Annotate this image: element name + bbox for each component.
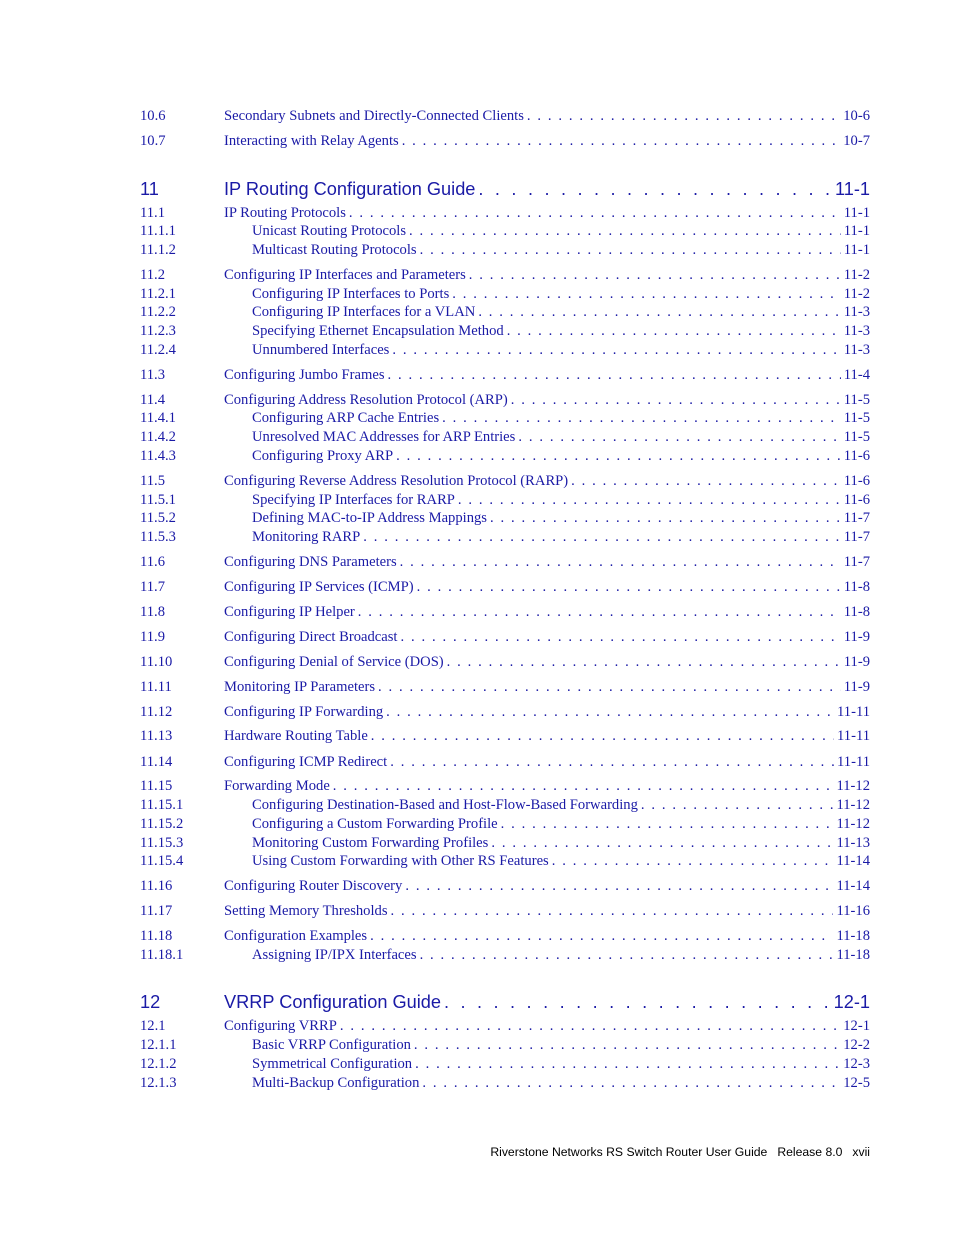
toc-entry[interactable] [140, 447, 870, 466]
toc-entry-page[interactable]: 11-14 [836, 878, 870, 894]
toc-entry-line [224, 1017, 870, 1036]
toc-entry-number: 11.2.1 [140, 286, 176, 302]
toc-entry-title[interactable]: IP Routing Configuration Guide [224, 179, 476, 199]
dot-leader [478, 303, 840, 322]
toc-entry-line [224, 107, 870, 126]
toc-entry-page[interactable]: 11-18 [836, 947, 870, 963]
toc-entry-page[interactable]: 11-3 [843, 342, 870, 358]
toc-entry[interactable] [140, 341, 870, 360]
dot-leader [490, 509, 841, 528]
toc-entry-number: 10.7 [140, 133, 166, 149]
toc-entry-line [224, 176, 870, 202]
toc-entry-line [224, 628, 870, 647]
dot-leader [402, 132, 841, 151]
toc-entry-line [252, 796, 870, 815]
toc-entry-title[interactable]: Unresolved MAC Addresses for ARP Entries [252, 429, 516, 445]
toc-entry-number: 12.1.3 [140, 1075, 177, 1091]
toc-entry-page[interactable]: 11-3 [843, 323, 870, 339]
toc-entry-number: 11.6 [140, 554, 165, 570]
toc-entry-line [224, 678, 870, 697]
toc-entry[interactable] [140, 578, 870, 597]
toc-entry-number: 11.16 [140, 878, 173, 894]
toc-entry-line [252, 322, 870, 341]
toc-entry-title[interactable]: Symmetrical Configuration [252, 1056, 413, 1072]
dot-leader [378, 678, 841, 697]
toc-entry-line [224, 266, 870, 285]
toc-entry-title[interactable]: Monitoring IP Parameters [224, 679, 376, 695]
toc-entry[interactable] [140, 553, 870, 572]
toc-entry-number: 10.6 [140, 108, 166, 124]
toc-entry[interactable] [140, 1074, 870, 1093]
toc-entry[interactable] [140, 132, 870, 151]
toc-entry-page[interactable]: 12-2 [843, 1037, 870, 1053]
toc-entry[interactable] [140, 1017, 870, 1036]
toc-entry-page[interactable]: 11-9 [843, 679, 870, 695]
dot-leader [409, 222, 841, 241]
toc-chapter-entry[interactable] [140, 176, 870, 202]
toc-entry-page[interactable]: 11-9 [843, 629, 870, 645]
toc-entry-line [252, 528, 870, 547]
toc-entry-title[interactable]: Configuring VRRP [224, 1018, 337, 1034]
toc-entry-line [252, 409, 870, 428]
toc-entry-title[interactable]: Configuring Reverse Address Resolution Protocol (RARP) [224, 473, 569, 489]
toc-entry-page[interactable]: 11-12 [836, 778, 870, 794]
dot-leader [458, 491, 841, 510]
dot-leader [422, 1074, 840, 1093]
toc-entry-line [252, 509, 870, 528]
dot-leader [388, 366, 841, 385]
toc-entry-number: 11.14 [140, 754, 173, 770]
dot-leader [363, 528, 841, 547]
toc-entry-number: 11.9 [140, 629, 165, 645]
toc-entry-page[interactable]: 11-1 [843, 223, 870, 239]
toc-entry[interactable] [140, 266, 870, 285]
toc-entry[interactable] [140, 653, 870, 672]
toc-entry-number: 11.7 [140, 579, 165, 595]
toc-entry[interactable] [140, 777, 870, 796]
toc-entry-page[interactable]: 11-7 [843, 554, 870, 570]
dot-leader [491, 834, 833, 853]
toc-entry-number: 12.1 [140, 1018, 166, 1034]
dot-leader [420, 241, 841, 260]
toc-entry-number: 11.2.3 [140, 323, 176, 339]
toc-entry-title[interactable]: Specifying IP Interfaces for RARP [252, 492, 455, 508]
dot-leader [511, 391, 841, 410]
dot-leader [641, 796, 834, 815]
toc-entry-line [224, 603, 870, 622]
toc-entry-page[interactable]: 12-1 [843, 1018, 870, 1034]
dot-leader [358, 603, 841, 622]
dot-leader [501, 815, 834, 834]
dot-leader [444, 989, 831, 1015]
toc-entry-line [224, 753, 870, 772]
toc-entry-title[interactable]: Configuring Denial of Service (DOS) [224, 654, 444, 670]
toc-entry-line [224, 902, 870, 921]
toc-entry-number: 11.17 [140, 903, 173, 919]
toc-entry-number: 11.18 [140, 928, 173, 944]
toc-entry-line [224, 472, 870, 491]
toc-entry-line [252, 491, 870, 510]
toc-entry[interactable] [140, 877, 870, 896]
toc-entry[interactable] [140, 1036, 870, 1055]
toc-entry[interactable] [140, 303, 870, 322]
toc-entry[interactable] [140, 322, 870, 341]
toc-entry[interactable] [140, 222, 870, 241]
toc-entry[interactable] [140, 428, 870, 447]
toc-entry-page[interactable]: 10-6 [843, 108, 870, 124]
toc-entry-page[interactable]: 11-6 [843, 448, 870, 464]
toc-entry-title[interactable]: Configuring Address Resolution Protocol (ARP) [224, 392, 508, 408]
toc-entry-page[interactable]: 11-2 [843, 286, 870, 302]
toc-entry-title[interactable]: Assigning IP/IPX Interfaces [252, 947, 417, 963]
toc-entry-page[interactable]: 12-1 [833, 992, 870, 1012]
toc-entry-title[interactable]: Monitoring Custom Forwarding Profiles [252, 835, 489, 851]
toc-entry[interactable] [140, 391, 870, 410]
toc-entry-page[interactable]: 11-1 [834, 179, 870, 199]
toc-entry-line [252, 852, 870, 871]
toc-entry-title[interactable]: Configuring IP Interfaces to Ports [252, 286, 450, 302]
dot-leader [415, 1055, 840, 1074]
footer-release: Release 8.0 [777, 1145, 843, 1159]
toc-entry-number: 11.15.1 [140, 797, 184, 813]
toc-entry-number: 11.15.3 [140, 835, 184, 851]
toc-entry-title[interactable]: Configuring IP Services (ICMP) [224, 579, 414, 595]
toc-entry-line [252, 303, 870, 322]
dot-leader [552, 852, 834, 871]
toc-entry-page[interactable]: 11-11 [837, 754, 870, 770]
toc-entry-page[interactable]: 11-1 [843, 205, 870, 221]
toc-entry-page[interactable]: 11-5 [843, 410, 870, 426]
toc-entry[interactable] [140, 815, 870, 834]
toc-entry-number: 11.15.2 [140, 816, 184, 832]
toc-entry-line [252, 1055, 870, 1074]
toc-entry-title[interactable]: Unicast Routing Protocols [252, 223, 407, 239]
toc-entry-page[interactable]: 10-7 [843, 133, 870, 149]
dot-leader [478, 176, 832, 202]
dot-leader [349, 204, 841, 223]
toc-entry-line [224, 204, 870, 223]
toc-entry-line [252, 428, 870, 447]
toc-entry-line [224, 653, 870, 672]
dot-leader [447, 653, 841, 672]
toc-entry-page[interactable]: 11-12 [836, 797, 870, 813]
toc-entry[interactable] [140, 703, 870, 722]
toc-entry-line [224, 132, 870, 151]
toc-entry-line [252, 815, 870, 834]
toc-entry-title[interactable]: Configuring IP Forwarding [224, 704, 384, 720]
toc-entry-line [224, 727, 870, 746]
toc-entry[interactable] [140, 796, 870, 815]
toc-entry-number: 12.1.1 [140, 1037, 177, 1053]
toc-entry-title[interactable]: Configuring DNS Parameters [224, 554, 397, 570]
toc-entry-line [252, 834, 870, 853]
footer-guide-title: Riverstone Networks RS Switch Router User Guide [490, 1145, 768, 1159]
toc-entry-title[interactable]: VRRP Configuration Guide [224, 992, 442, 1012]
toc-entry[interactable] [140, 472, 870, 491]
toc-entry-number: 11.11 [140, 679, 172, 695]
toc-entry-page[interactable]: 11-11 [837, 704, 870, 720]
toc-entry-title[interactable]: Hardware Routing Table [224, 728, 368, 744]
toc-entry-title[interactable]: Configuring IP Interfaces for a VLAN [252, 304, 476, 320]
toc-entry-page[interactable]: 11-12 [836, 816, 870, 832]
toc-entry-number: 11.18.1 [140, 947, 184, 963]
dot-leader [333, 777, 834, 796]
toc-entry-number: 11.1 [140, 205, 165, 221]
toc-entry-line [252, 241, 870, 260]
toc-entry[interactable] [140, 409, 870, 428]
dot-leader [396, 447, 841, 466]
toc-entry[interactable] [140, 107, 870, 126]
toc-entry-page[interactable]: 12-5 [843, 1075, 870, 1091]
toc-entry-line [224, 927, 870, 946]
toc-entry-number: 11.4.1 [140, 410, 176, 426]
toc-entry[interactable] [140, 366, 870, 385]
toc-entry-number: 11.5.2 [140, 510, 176, 526]
toc-entry[interactable] [140, 753, 870, 772]
toc-entry-number: 11.5 [140, 473, 165, 489]
toc-entry-title[interactable]: Multi-Backup Configuration [252, 1075, 420, 1091]
toc-entry-title[interactable]: Configuring Proxy ARP [252, 448, 394, 464]
toc-entry-page[interactable]: 11-7 [843, 529, 870, 545]
toc-entry-title[interactable]: Configuring IP Helper [224, 604, 355, 620]
toc-entry-number: 11.1.2 [140, 242, 176, 258]
toc-entry-title[interactable]: IP Routing Protocols [224, 205, 346, 221]
toc-entry-title[interactable]: Configuration Examples [224, 928, 368, 944]
toc-entry-title[interactable]: Unnumbered Interfaces [252, 342, 390, 358]
toc-entry-line [252, 1036, 870, 1055]
toc-entry[interactable] [140, 491, 870, 510]
toc-entry-line [224, 391, 870, 410]
toc-entry-page[interactable]: 11-5 [843, 392, 870, 408]
toc-entry-page[interactable]: 11-9 [843, 654, 870, 670]
toc-entry-number: 11 [140, 179, 159, 199]
toc-entry-number: 11.15 [140, 778, 173, 794]
toc-entry-page[interactable]: 11-6 [843, 492, 870, 508]
dot-leader [507, 322, 841, 341]
dot-leader [527, 107, 840, 126]
dot-leader [452, 285, 841, 304]
dot-leader [400, 628, 840, 647]
toc-entry-line [252, 946, 870, 965]
toc-entry-number: 11.2.2 [140, 304, 176, 320]
toc-entry-line [224, 877, 870, 896]
toc-entry-title[interactable]: Configuring Direct Broadcast [224, 629, 398, 645]
toc-entry-line [252, 341, 870, 360]
toc-entry-line [252, 447, 870, 466]
dot-leader [469, 266, 841, 285]
toc-entry-number: 11.5.1 [140, 492, 176, 508]
toc-entry-page[interactable]: 11-11 [837, 728, 870, 744]
toc-entry[interactable] [140, 902, 870, 921]
toc-entry-title[interactable]: Defining MAC-to-IP Address Mappings [252, 510, 487, 526]
toc-entry[interactable] [140, 509, 870, 528]
toc-entry-title[interactable]: Monitoring RARP [252, 529, 361, 545]
toc-entry-number: 11.3 [140, 367, 165, 383]
dot-leader [405, 877, 833, 896]
toc-entry[interactable] [140, 204, 870, 223]
toc-entry-line [224, 553, 870, 572]
toc-entry-number: 11.4.3 [140, 448, 176, 464]
dot-leader [414, 1036, 840, 1055]
toc-entry[interactable] [140, 927, 870, 946]
page-footer [490, 1145, 870, 1159]
toc-entry-line [252, 222, 870, 241]
toc-entry-number: 12.1.2 [140, 1056, 177, 1072]
dot-leader [390, 753, 834, 772]
dot-leader [571, 472, 841, 491]
toc-entry-title[interactable]: Basic VRRP Configuration [252, 1037, 411, 1053]
toc-entry-page[interactable]: 11-4 [843, 367, 870, 383]
footer-page-number: xvii [852, 1145, 870, 1159]
toc-entry[interactable] [140, 603, 870, 622]
toc-entry-line [224, 578, 870, 597]
toc-entry-line [252, 1074, 870, 1093]
toc-entry-number: 11.15.4 [140, 853, 184, 869]
toc-entry-line [252, 285, 870, 304]
toc-entry-page[interactable]: 11-6 [843, 473, 870, 489]
toc-entry-title[interactable]: Multicast Routing Protocols [252, 242, 417, 258]
toc-entry-number: 11.12 [140, 704, 173, 720]
toc-entry-line [224, 366, 870, 385]
toc-entry-page[interactable]: 11-14 [836, 853, 870, 869]
toc-entry[interactable] [140, 241, 870, 260]
toc-entry-line [224, 777, 870, 796]
dot-leader [400, 553, 841, 572]
toc-entry-line [224, 703, 870, 722]
toc-entry-title[interactable]: Interacting with Relay Agents [224, 133, 399, 149]
toc-entry-number: 11.13 [140, 728, 173, 744]
toc-entry[interactable] [140, 852, 870, 871]
toc-entry[interactable] [140, 1055, 870, 1074]
dot-leader [442, 409, 841, 428]
toc-entry[interactable] [140, 834, 870, 853]
toc-entry-title[interactable]: Configuring Destination-Based and Host-Flow-Based Forwarding [252, 797, 638, 813]
toc-entry-number: 11.4.2 [140, 429, 176, 445]
toc-entry-title[interactable]: Configuring IP Interfaces and Parameters [224, 267, 466, 283]
toc-entry-number: 11.5.3 [140, 529, 176, 545]
toc-entry-page[interactable]: 11-1 [843, 242, 870, 258]
toc-entry[interactable] [140, 727, 870, 746]
toc-entry-page[interactable]: 11-3 [843, 304, 870, 320]
toc-entry-title[interactable]: Configuring ICMP Redirect [224, 754, 388, 770]
toc-entry[interactable] [140, 628, 870, 647]
toc-entry-title[interactable]: Configuring Router Discovery [224, 878, 403, 894]
toc-entry-number: 11.4 [140, 392, 165, 408]
toc-entry-number: 11.8 [140, 604, 165, 620]
dot-leader [370, 927, 833, 946]
toc-entry[interactable] [140, 528, 870, 547]
toc-entry-page[interactable]: 11-18 [836, 928, 870, 944]
toc-entry-number: 11.2 [140, 267, 165, 283]
toc-entry-number: 11.10 [140, 654, 173, 670]
dot-leader [417, 578, 841, 597]
toc-entry-number: 11.2.4 [140, 342, 176, 358]
toc-entry-title[interactable]: Setting Memory Thresholds [224, 903, 388, 919]
toc-entry-title[interactable]: Using Custom Forwarding with Other RS Features [252, 853, 549, 869]
toc-entry-page[interactable]: 11-2 [843, 267, 870, 283]
toc-entry-page[interactable]: 12-3 [843, 1056, 870, 1072]
toc-entry-line [224, 989, 870, 1015]
toc-entry[interactable] [140, 285, 870, 304]
toc-entry-page[interactable]: 11-13 [836, 835, 870, 851]
toc-entry-page[interactable]: 11-8 [843, 579, 870, 595]
toc-entry-page[interactable]: 11-5 [843, 429, 870, 445]
toc-chapter-entry[interactable] [140, 989, 870, 1015]
dot-leader [386, 703, 834, 722]
dot-leader [392, 341, 840, 360]
toc-entry[interactable] [140, 678, 870, 697]
toc-entry-title[interactable]: Forwarding Mode [224, 778, 330, 794]
toc-entry-title[interactable]: Secondary Subnets and Directly-Connected Clients [224, 108, 524, 124]
dot-leader [518, 428, 840, 447]
dot-leader [391, 902, 834, 921]
toc-entry[interactable] [140, 946, 870, 965]
toc-entry-number: 12 [140, 992, 161, 1012]
toc-entry-number: 11.1.1 [140, 223, 176, 239]
dot-leader [371, 727, 834, 746]
toc-entry-title[interactable]: Configuring a Custom Forwarding Profile [252, 816, 498, 832]
dot-leader [340, 1017, 840, 1036]
toc-entry-page[interactable]: 11-8 [843, 604, 870, 620]
toc-entry-title[interactable]: Configuring Jumbo Frames [224, 367, 385, 383]
dot-leader [420, 946, 834, 965]
toc-entry-page[interactable]: 11-7 [843, 510, 870, 526]
toc-entry-page[interactable]: 11-16 [836, 903, 870, 919]
toc-entry-title[interactable]: Configuring ARP Cache Entries [252, 410, 440, 426]
toc-entry-title[interactable]: Specifying Ethernet Encapsulation Method [252, 323, 504, 339]
